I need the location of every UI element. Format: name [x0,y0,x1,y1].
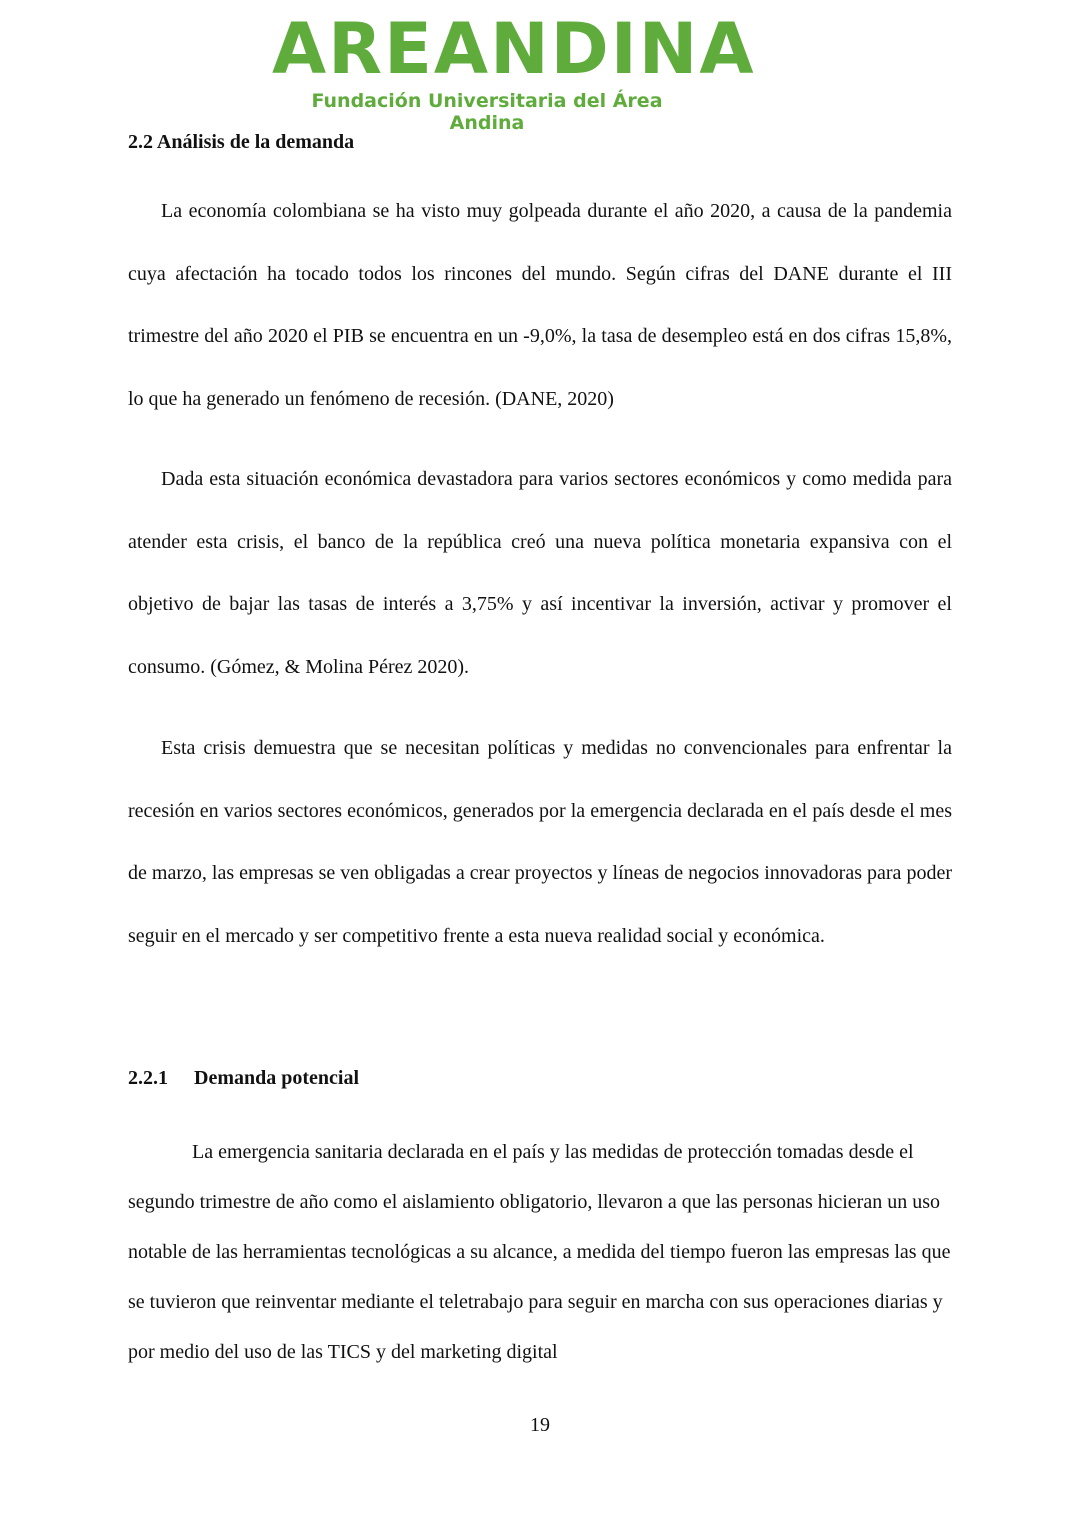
paragraph-1: La economía colombiana se ha visto muy golpeada durante el año 2020, a causa de la pandemia cuya afectación ha tocado todos los rincones del mundo. Según cifras del DANE durante el III trimestre del año 2020 el PIB se encuentra en un -9,0%, la tasa de desempleo está en dos cifras 15,8%, lo que ha generado un fenómeno de recesión. (DANE, 2020) [128,200,952,410]
section-heading: 2.2 Análisis de la demanda [128,131,355,153]
logo-subtitle: Fundación Universitaria del Área Andina [311,90,663,134]
page-number: 19 [530,1414,550,1436]
subsection-title: Demanda potencial [194,1067,359,1089]
subsection-heading [128,1064,359,1092]
paragraph-3: Esta crisis demuestra que se necesitan políticas y medidas no convencionales para enfrentar la recesión en varios sectores económicos, generados por la emergencia declarada en el país desde el mes de marzo, las empresas se ven obligadas a crear proyectos y líneas de negocios innovadoras para poder seguir en el mercado y ser competitivo frente a esta nueva realidad social y económica. [128,737,952,947]
subsection-paragraph: La emergencia sanitaria declarada en el país y las medidas de protección tomadas desde el segundo trimestre de año como el aislamiento obligatorio, llevaron a que las personas hicieran un uso notable de las herramientas tecnológicas a su alcance, a medida del tiempo fueron las empresas las que se tuvieron que reinventar mediante el teletrabajo para seguir en marcha con sus operaciones diarias y por medio del uso de las TICS y del marketing digital [128,1141,951,1363]
logo-wordmark: AREANDINA [272,8,756,90]
subsection-number: 2.2.1 [128,1067,168,1089]
paragraph-2: Dada esta situación económica devastadora para varios sectores económicos y como medida para atender esta crisis, el banco de la república creó una nueva política monetaria expansiva con el objetivo de bajar las tasas de interés a 3,75% y así incentivar la inversión, activar y promover el consumo. (Gómez, & Molina Pérez 2020). [128,468,952,678]
areandina-logo [272,8,756,134]
